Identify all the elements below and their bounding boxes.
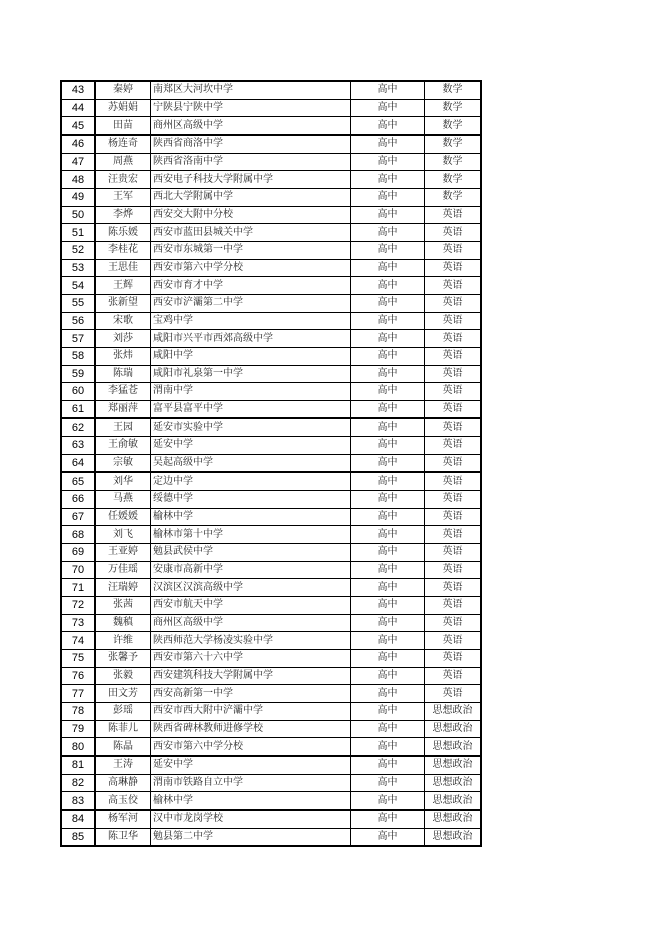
cell-subject: 英语 [425,241,482,259]
cell-name: 郑丽萍 [95,400,151,418]
cell-no: 76 [61,667,95,685]
cell-name: 周燕 [95,153,151,171]
cell-no: 60 [61,383,95,401]
cell-subject: 英语 [425,632,482,650]
table-body [61,81,481,846]
cell-school: 吴起高级中学 [151,454,351,472]
cell-no: 78 [61,702,95,720]
table-row [61,117,481,135]
table-row [61,491,481,509]
cell-subject: 思想政治 [425,810,482,828]
cell-subject: 英语 [425,579,482,597]
cell-name: 张新望 [95,294,151,312]
cell-school: 商州区高级中学 [151,614,351,632]
table-row [61,294,481,312]
cell-subject: 数学 [425,188,482,206]
cell-subject: 数学 [425,81,482,99]
table-row [61,206,481,224]
cell-school: 定边中学 [151,472,351,490]
cell-no: 59 [61,365,95,383]
table-row [61,437,481,455]
cell-subject: 思想政治 [425,738,482,756]
cell-school: 勉县武侯中学 [151,544,351,562]
cell-school: 西安市航天中学 [151,597,351,615]
cell-no: 73 [61,614,95,632]
cell-school: 延安中学 [151,437,351,455]
cell-level: 高中 [351,312,425,330]
cell-level: 高中 [351,561,425,579]
cell-no: 47 [61,153,95,171]
cell-school: 咸阳市礼泉第一中学 [151,365,351,383]
table-row [61,312,481,330]
table-row [61,650,481,668]
cell-no: 46 [61,135,95,153]
cell-name: 刘飞 [95,526,151,544]
cell-school: 宝鸡中学 [151,312,351,330]
cell-level: 高中 [351,206,425,224]
table-row [61,774,481,792]
cell-subject: 英语 [425,365,482,383]
table-row [61,526,481,544]
table-row [61,347,481,365]
cell-level: 高中 [351,667,425,685]
cell-no: 85 [61,828,95,846]
cell-no: 67 [61,508,95,526]
cell-subject: 数学 [425,135,482,153]
cell-no: 66 [61,491,95,509]
cell-subject: 数学 [425,171,482,189]
cell-no: 65 [61,472,95,490]
table-row [61,579,481,597]
cell-subject: 思想政治 [425,828,482,846]
table-row [61,153,481,171]
cell-level: 高中 [351,277,425,295]
cell-no: 43 [61,81,95,99]
cell-school: 延安中学 [151,756,351,774]
cell-subject: 英语 [425,206,482,224]
cell-no: 45 [61,117,95,135]
cell-school: 西安高新第一中学 [151,685,351,703]
cell-name: 王俞敏 [95,437,151,455]
cell-no: 55 [61,294,95,312]
cell-level: 高中 [351,135,425,153]
cell-school: 汉滨区汉滨高级中学 [151,579,351,597]
cell-name: 刘华 [95,472,151,490]
cell-no: 53 [61,259,95,277]
table-row [61,188,481,206]
cell-level: 高中 [351,472,425,490]
cell-no: 74 [61,632,95,650]
cell-level: 高中 [351,117,425,135]
table-row [61,810,481,828]
cell-school: 西安市第六中学分校 [151,259,351,277]
cell-subject: 思想政治 [425,792,482,810]
cell-subject: 英语 [425,454,482,472]
table-row [61,508,481,526]
cell-no: 62 [61,418,95,436]
cell-name: 田文芳 [95,685,151,703]
cell-subject: 英语 [425,224,482,242]
table-row [61,224,481,242]
cell-name: 王亚婷 [95,544,151,562]
cell-no: 63 [61,437,95,455]
cell-no: 51 [61,224,95,242]
cell-name: 任媛媛 [95,508,151,526]
teacher-list-table [60,80,482,847]
cell-no: 83 [61,792,95,810]
cell-level: 高中 [351,171,425,189]
cell-level: 高中 [351,597,425,615]
cell-subject: 英语 [425,526,482,544]
cell-name: 秦婷 [95,81,151,99]
table-row [61,828,481,846]
cell-name: 王园 [95,418,151,436]
cell-level: 高中 [351,508,425,526]
cell-name: 陈瑞 [95,365,151,383]
cell-name: 刘莎 [95,330,151,348]
cell-school: 汉中市龙岗学校 [151,810,351,828]
cell-name: 田苗 [95,117,151,135]
cell-school: 陕西师范大学杨凌实验中学 [151,632,351,650]
cell-level: 高中 [351,756,425,774]
cell-level: 高中 [351,650,425,668]
cell-no: 77 [61,685,95,703]
cell-school: 西安市第六中学分校 [151,738,351,756]
cell-no: 50 [61,206,95,224]
cell-school: 西安电子科技大学附属中学 [151,171,351,189]
table-row [61,418,481,436]
cell-name: 高玉佼 [95,792,151,810]
cell-subject: 英语 [425,561,482,579]
cell-subject: 英语 [425,685,482,703]
table-row [61,241,481,259]
cell-level: 高中 [351,259,425,277]
cell-level: 高中 [351,330,425,348]
table-row [61,561,481,579]
cell-name: 王涛 [95,756,151,774]
cell-subject: 数学 [425,153,482,171]
cell-subject: 英语 [425,418,482,436]
cell-level: 高中 [351,347,425,365]
table-row [61,277,481,295]
cell-subject: 英语 [425,597,482,615]
cell-level: 高中 [351,437,425,455]
cell-level: 高中 [351,792,425,810]
table-row [61,792,481,810]
table-row [61,738,481,756]
cell-school: 渭南市铁路自立中学 [151,774,351,792]
cell-level: 高中 [351,224,425,242]
cell-name: 陈乐媛 [95,224,151,242]
cell-no: 44 [61,99,95,117]
cell-subject: 英语 [425,383,482,401]
cell-no: 48 [61,171,95,189]
cell-name: 李猛苍 [95,383,151,401]
cell-school: 咸阳中学 [151,347,351,365]
cell-name: 许维 [95,632,151,650]
cell-no: 64 [61,454,95,472]
cell-school: 西安市育才中学 [151,277,351,295]
cell-subject: 思想政治 [425,756,482,774]
table-row [61,702,481,720]
cell-school: 榆林市第十中学 [151,526,351,544]
cell-level: 高中 [351,400,425,418]
cell-school: 西安市东城第一中学 [151,241,351,259]
cell-school: 榆林中学 [151,508,351,526]
table-row [61,259,481,277]
cell-name: 张毅 [95,667,151,685]
cell-level: 高中 [351,294,425,312]
cell-level: 高中 [351,383,425,401]
cell-level: 高中 [351,579,425,597]
cell-no: 72 [61,597,95,615]
cell-no: 79 [61,720,95,738]
table-row [61,685,481,703]
table-row [61,365,481,383]
cell-school: 榆林中学 [151,792,351,810]
cell-school: 南郑区大河坎中学 [151,81,351,99]
cell-name: 万佳瑶 [95,561,151,579]
cell-no: 69 [61,544,95,562]
cell-subject: 英语 [425,330,482,348]
cell-school: 富平县富平中学 [151,400,351,418]
cell-level: 高中 [351,418,425,436]
cell-level: 高中 [351,81,425,99]
table-row [61,614,481,632]
cell-no: 71 [61,579,95,597]
cell-no: 75 [61,650,95,668]
cell-subject: 数学 [425,117,482,135]
cell-school: 延安市实验中学 [151,418,351,436]
cell-school: 勉县第二中学 [151,828,351,846]
cell-subject: 英语 [425,400,482,418]
cell-subject: 思想政治 [425,702,482,720]
cell-name: 陈晶 [95,738,151,756]
cell-subject: 英语 [425,437,482,455]
cell-no: 81 [61,756,95,774]
cell-subject: 英语 [425,277,482,295]
cell-level: 高中 [351,153,425,171]
cell-name: 李桂花 [95,241,151,259]
cell-school: 宁陕县宁陕中学 [151,99,351,117]
cell-school: 西安市西大附中浐灞中学 [151,702,351,720]
cell-name: 杨军河 [95,810,151,828]
cell-no: 84 [61,810,95,828]
cell-subject: 英语 [425,312,482,330]
cell-school: 西安建筑科技大学附属中学 [151,667,351,685]
cell-name: 陈卫华 [95,828,151,846]
cell-name: 彭瑶 [95,702,151,720]
cell-subject: 英语 [425,667,482,685]
table-row [61,400,481,418]
cell-name: 李烨 [95,206,151,224]
cell-name: 汪贵宏 [95,171,151,189]
cell-school: 陕西省洛南中学 [151,153,351,171]
table-row [61,756,481,774]
table-row [61,632,481,650]
cell-level: 高中 [351,720,425,738]
cell-name: 王军 [95,188,151,206]
cell-no: 58 [61,347,95,365]
cell-name: 张馨予 [95,650,151,668]
cell-no: 70 [61,561,95,579]
cell-subject: 英语 [425,544,482,562]
cell-level: 高中 [351,99,425,117]
cell-no: 57 [61,330,95,348]
cell-subject: 英语 [425,650,482,668]
cell-level: 高中 [351,774,425,792]
cell-level: 高中 [351,810,425,828]
cell-no: 61 [61,400,95,418]
cell-no: 49 [61,188,95,206]
cell-no: 54 [61,277,95,295]
cell-level: 高中 [351,526,425,544]
cell-level: 高中 [351,702,425,720]
cell-no: 68 [61,526,95,544]
table-row [61,99,481,117]
cell-school: 西安交大附中分校 [151,206,351,224]
cell-no: 56 [61,312,95,330]
cell-subject: 英语 [425,294,482,312]
table-row [61,472,481,490]
cell-name: 张茜 [95,597,151,615]
table-row [61,330,481,348]
cell-name: 宋歌 [95,312,151,330]
cell-level: 高中 [351,491,425,509]
cell-school: 西安市蓝田县城关中学 [151,224,351,242]
cell-level: 高中 [351,738,425,756]
cell-name: 马燕 [95,491,151,509]
cell-school: 陕西省商洛中学 [151,135,351,153]
table-row [61,544,481,562]
cell-name: 张炜 [95,347,151,365]
table-row [61,135,481,153]
cell-subject: 思想政治 [425,720,482,738]
cell-subject: 英语 [425,614,482,632]
cell-name: 汪瑞婷 [95,579,151,597]
cell-subject: 思想政治 [425,774,482,792]
cell-subject: 英语 [425,472,482,490]
cell-name: 王思佳 [95,259,151,277]
table-row [61,171,481,189]
cell-school: 陕西省碑林教师进修学校 [151,720,351,738]
cell-level: 高中 [351,685,425,703]
cell-name: 高琳静 [95,774,151,792]
cell-school: 安康市高新中学 [151,561,351,579]
cell-name: 杨连奇 [95,135,151,153]
cell-subject: 数学 [425,99,482,117]
cell-level: 高中 [351,365,425,383]
cell-name: 苏娟娟 [95,99,151,117]
cell-level: 高中 [351,828,425,846]
cell-school: 咸阳市兴平市西郊高级中学 [151,330,351,348]
cell-level: 高中 [351,241,425,259]
cell-name: 魏稹 [95,614,151,632]
table-row [61,383,481,401]
cell-subject: 英语 [425,508,482,526]
cell-subject: 英语 [425,347,482,365]
cell-school: 西安市浐灞第二中学 [151,294,351,312]
table-row [61,454,481,472]
cell-level: 高中 [351,454,425,472]
cell-no: 82 [61,774,95,792]
cell-school: 西北大学附属中学 [151,188,351,206]
cell-no: 52 [61,241,95,259]
cell-school: 绥德中学 [151,491,351,509]
cell-subject: 英语 [425,259,482,277]
cell-school: 西安市第六十六中学 [151,650,351,668]
cell-level: 高中 [351,614,425,632]
table-row [61,720,481,738]
table-row [61,81,481,99]
cell-level: 高中 [351,544,425,562]
cell-name: 王辉 [95,277,151,295]
cell-level: 高中 [351,632,425,650]
cell-no: 80 [61,738,95,756]
cell-school: 渭南中学 [151,383,351,401]
table-row [61,667,481,685]
cell-name: 宗敏 [95,454,151,472]
table-row [61,597,481,615]
cell-level: 高中 [351,188,425,206]
cell-subject: 英语 [425,491,482,509]
cell-school: 商州区高级中学 [151,117,351,135]
cell-name: 陈菲儿 [95,720,151,738]
